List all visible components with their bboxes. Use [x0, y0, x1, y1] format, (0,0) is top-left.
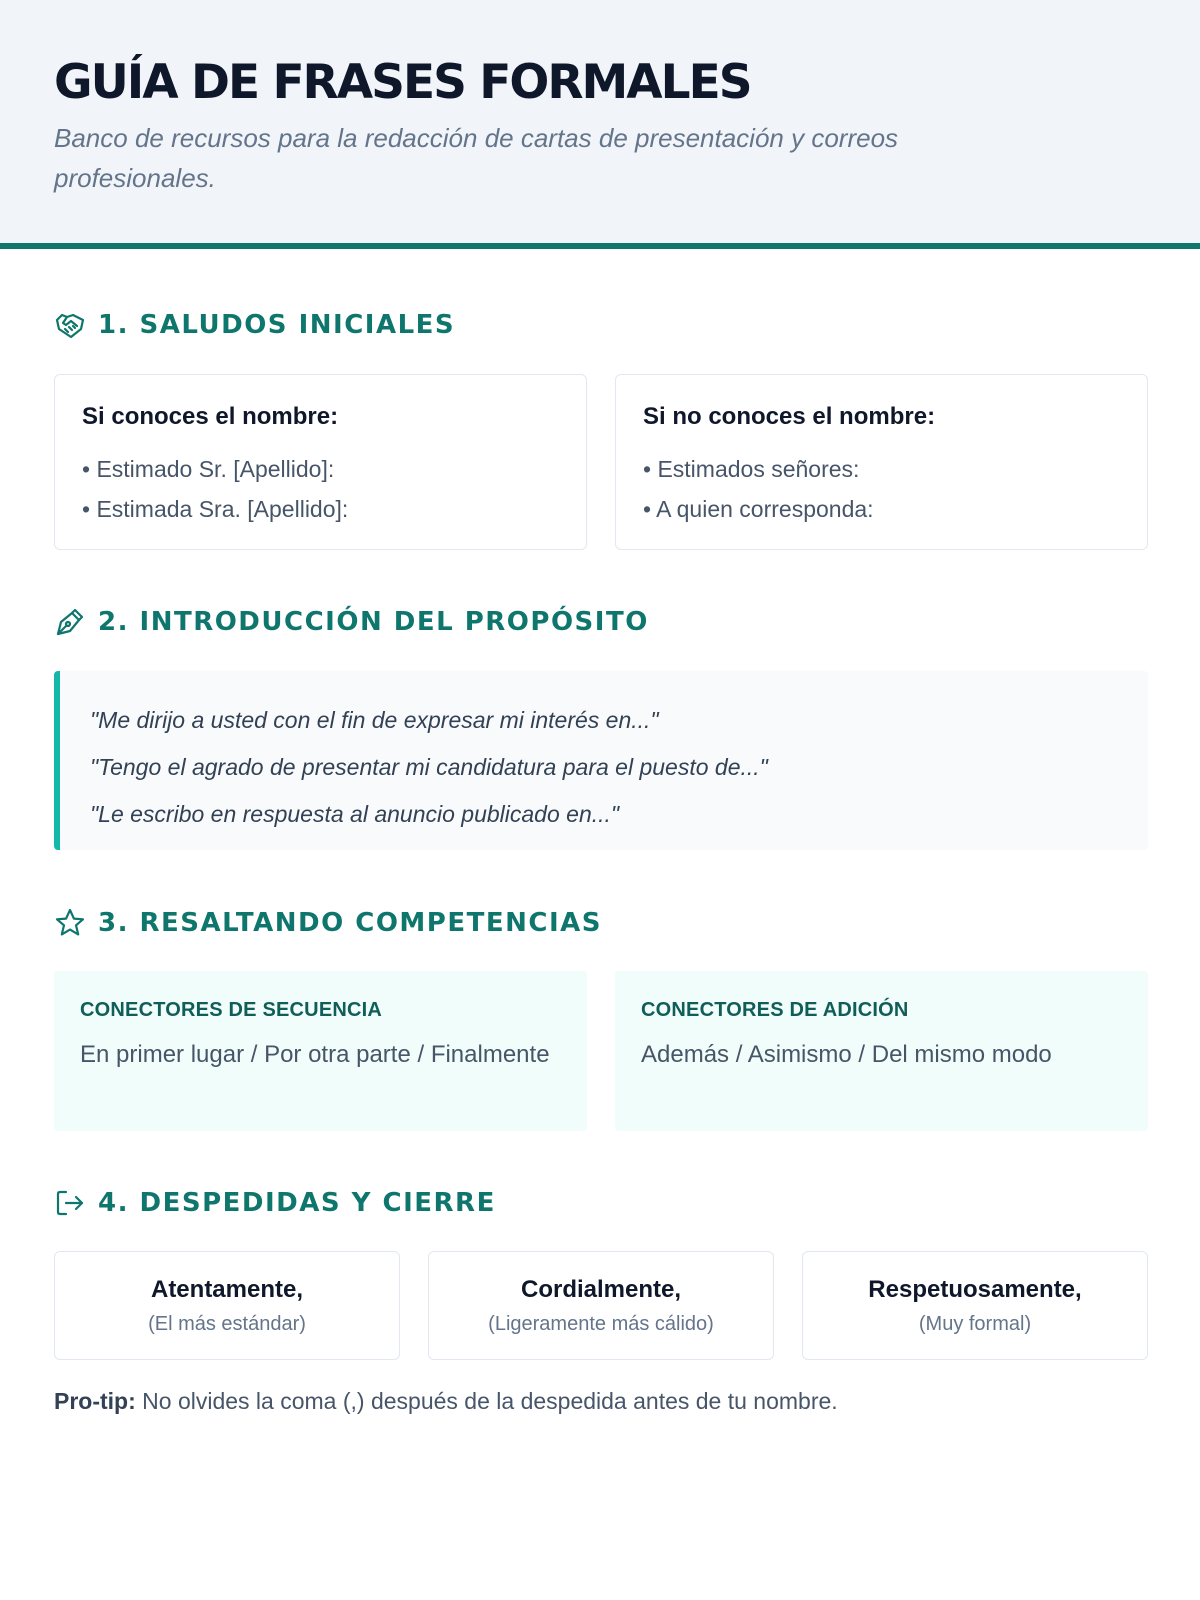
- protip: [54, 1388, 838, 1415]
- protip-label: Pro-tip:: [54, 1388, 136, 1414]
- card-heading: Si conoces el nombre:: [82, 403, 339, 430]
- connector-card-addition: [615, 971, 1148, 1131]
- list-item: • Estimado Sr. [Apellido]:: [82, 456, 335, 482]
- quote-line: "Tengo el agrado de presentar mi candidatura para el puesto de...": [90, 754, 768, 780]
- page-header: [0, 0, 1200, 249]
- protip-text: No olvides la coma (,) después de la despedida antes de tu nombre.: [135, 1388, 838, 1414]
- card-heading: Si no conoces el nombre:: [643, 403, 936, 430]
- section-greetings-title: [54, 305, 455, 345]
- section-greetings-label: 1. SALUDOS INICIALES: [98, 310, 456, 340]
- page-subtitle: Banco de recursos para la redacción de cartas de presentación y correos profesionales.: [54, 123, 899, 193]
- section-purpose-label: 2. INTRODUCCIÓN DEL PROPÓSITO: [98, 607, 649, 637]
- card-text: En primer lugar / Por otra parte / Finalmente: [80, 1041, 550, 1068]
- greeting-list: [643, 449, 1120, 529]
- quote-line: "Le escribo en respuesta al anuncio publicado en...": [90, 801, 620, 827]
- closing-word: Cordialmente,: [520, 1276, 682, 1303]
- section-skills-title: [54, 903, 602, 943]
- section-skills-label: 3. RESALTANDO COMPETENCIAS: [98, 908, 602, 938]
- card-heading: CONECTORES DE ADICIÓN: [641, 999, 909, 1021]
- closing-word: Atentamente,: [150, 1276, 304, 1303]
- card-text: Además / Asimismo / Del mismo modo: [641, 1041, 1052, 1068]
- purpose-quotes: [54, 671, 1148, 850]
- closing-cards: [54, 1251, 1148, 1360]
- card-heading: CONECTORES DE SECUENCIA: [80, 999, 383, 1021]
- skills-cards: [54, 971, 1148, 1131]
- greeting-card-unknown: [615, 374, 1148, 550]
- closing-card: [428, 1251, 774, 1360]
- greeting-card-known: [54, 374, 587, 550]
- list-item: • Estimada Sra. [Apellido]:: [82, 496, 349, 522]
- sign-out-icon: [54, 1187, 86, 1219]
- quote-line: "Me dirijo a usted con el fin de expresar mi interés en...": [90, 707, 659, 733]
- connector-card-sequence: [54, 971, 587, 1131]
- list-item: • Estimados señores:: [643, 456, 860, 482]
- section-closing-title: [54, 1183, 496, 1223]
- handshake-icon: [54, 309, 86, 341]
- pen-nib-icon: [54, 606, 86, 638]
- closing-card: [54, 1251, 400, 1360]
- page-title: GUÍA DE FRASES FORMALES: [54, 55, 751, 110]
- star-icon: [54, 907, 86, 939]
- closing-note: (Ligeramente más cálido): [488, 1313, 714, 1335]
- section-purpose-title: [54, 602, 649, 642]
- closing-card: [802, 1251, 1148, 1360]
- list-item: • A quien corresponda:: [643, 496, 874, 522]
- section-closing-label: 4. DESPEDIDAS Y CIERRE: [98, 1188, 496, 1218]
- closing-note: (Muy formal): [918, 1313, 1032, 1335]
- greeting-list: [82, 449, 559, 529]
- closing-word: Respetuosamente,: [868, 1276, 1082, 1303]
- greetings-cards: [54, 374, 1148, 550]
- closing-note: (El más estándar): [148, 1313, 306, 1335]
